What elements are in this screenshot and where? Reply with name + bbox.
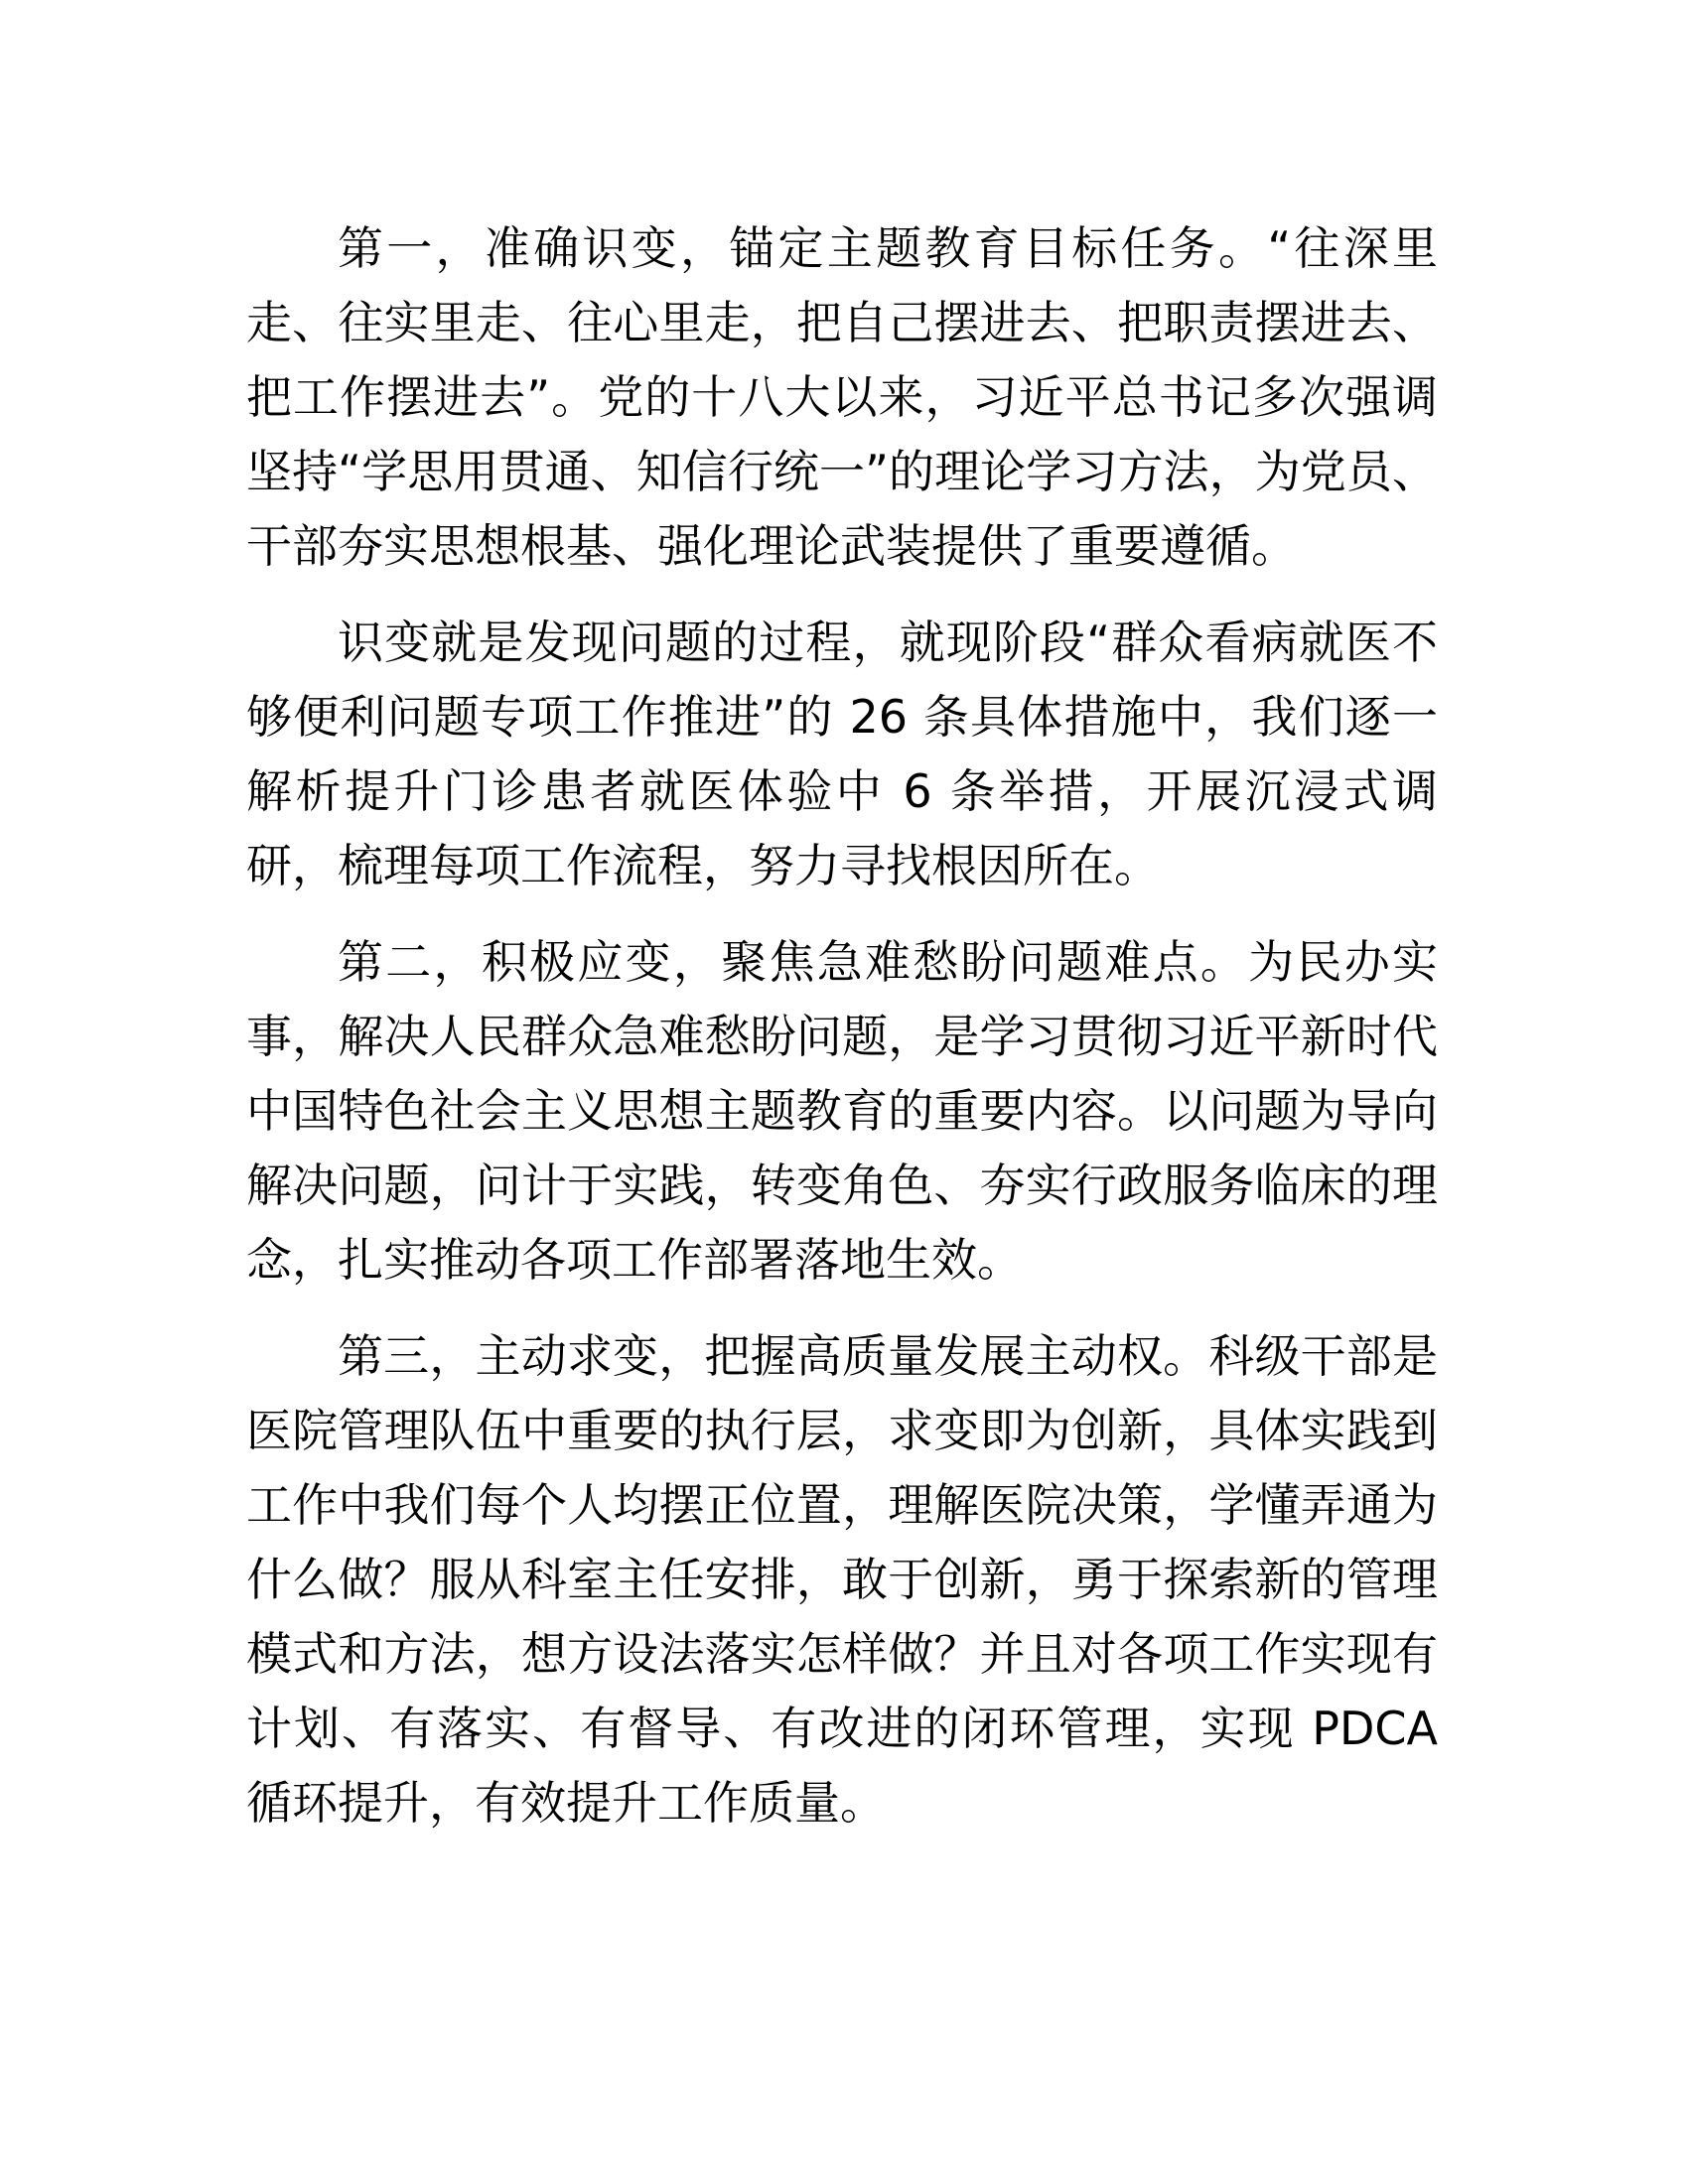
paragraph-1: 第一，准确识变，锚定主题教育目标任务。“往深里走、往实里走、往心里走，把自己摆进去、把职责摆进去、把工作摆进去”。党的十八大以来，习近平总书记多次强调坚持“学思用贯通、知信行统一”的理论学习方法，为党员、干部夯实思想根基、强化理论武装提供了重要遵循。 <box>246 221 1438 573</box>
document-body <box>246 211 1438 1841</box>
paragraph-2: 识变就是发现问题的过程，就现阶段“群众看病就医不够便利问题专项工作推进”的 26 条具体措施中，我们逐一解析提升门诊患者就医体验中 6 条举措，开展沉浸式调研，梳理每项工作流程，努力寻找根因所在。 <box>246 615 1438 892</box>
paragraph-3: 第二，积极应变，聚焦急难愁盼问题难点。为民办实事，解决人民群众急难愁盼问题，是学习贯彻习近平新时代中国特色社会主义思想主题教育的重要内容。以问题为导向解决问题，问计于实践，转变角色、夯实行政服务临床的理念，扎实推动各项工作部署落地生效。 <box>246 935 1438 1287</box>
paragraph-4: 第三，主动求变，把握高质量发展主动权。科级干部是医院管理队伍中重要的执行层，求变即为创新，具体实践到工作中我们每个人均摆正位置，理解医院决策，学懂弄通为什么做？服从科室主任安排，敢于创新，勇于探索新的管理模式和方法，想方设法落实怎样做？并且对各项工作实现有计划、有落实、有督导、有改进的闭环管理，实现 PDCA 循环提升，有效提升工作质量。 <box>246 1329 1438 1830</box>
